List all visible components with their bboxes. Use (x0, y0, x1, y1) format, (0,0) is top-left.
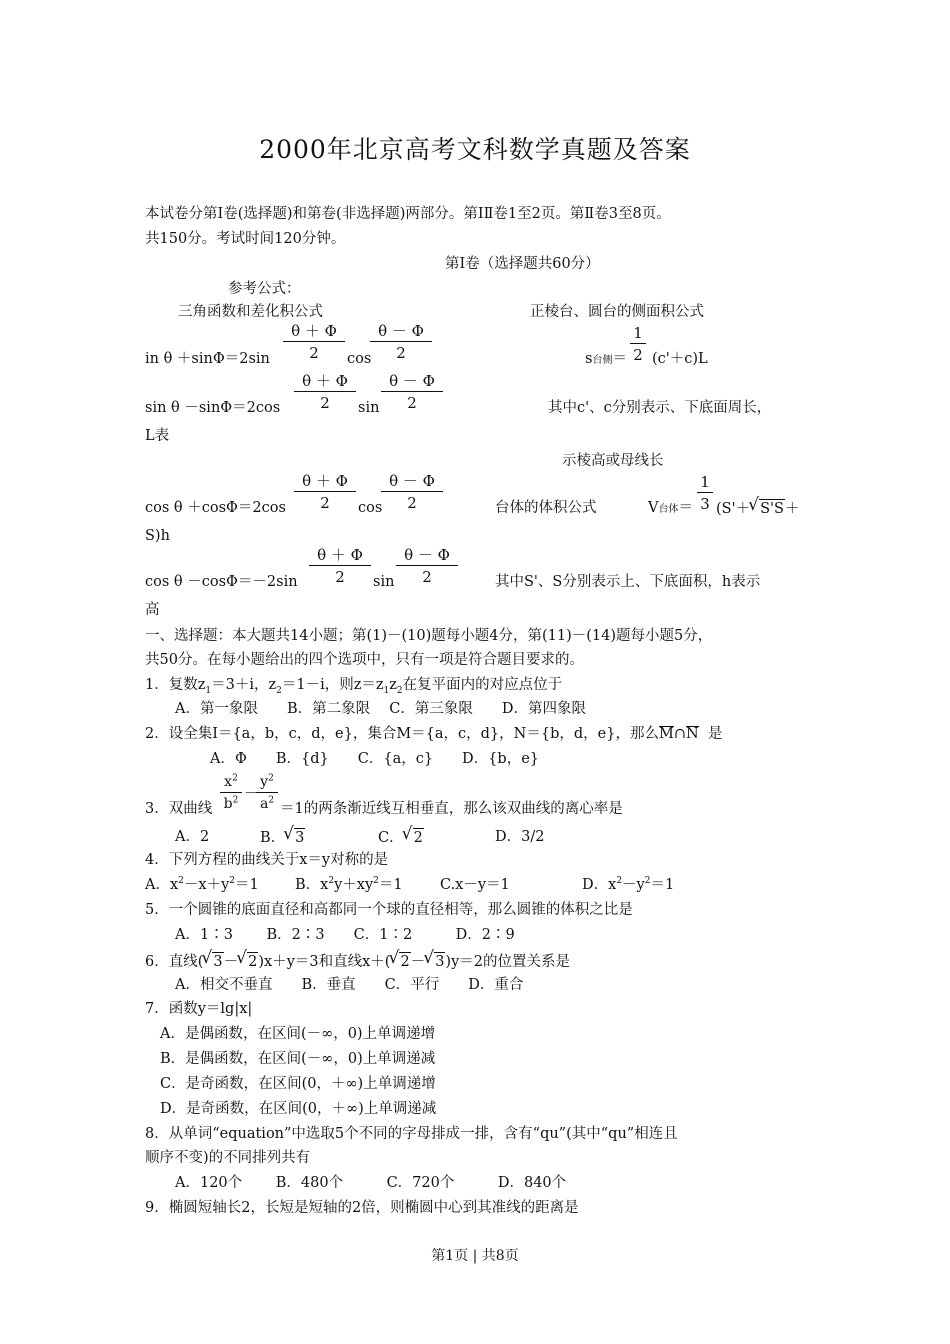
q1-sub: 2 (396, 685, 403, 696)
q4-option-a (145, 876, 259, 894)
lateral-note-cont: 示棱高或母线长 (562, 453, 664, 469)
fraction-denominator: 2 (396, 344, 406, 362)
sin-label: sin (358, 400, 380, 416)
fraction-denominator: 2 (320, 394, 330, 412)
q4-option-c: C.x－y＝1 (440, 877, 510, 893)
fraction-numerator: θ ＋ Φ (294, 372, 356, 392)
q4-text: A．x (145, 877, 179, 893)
q1-text: 1．复数z (145, 677, 206, 693)
exponent: 2 (268, 773, 274, 784)
fraction-numerator (220, 773, 242, 793)
fraction-sum-1 (283, 322, 345, 362)
page-title: 2000年北京高考文科数学真题及答案 (259, 135, 691, 164)
minus-sign: － (223, 954, 239, 970)
volume-wrap: S)h (145, 528, 170, 544)
section1-line-1: 一、选择题：本大题共14小题；第(1)－(10)题每小题4分，第(11)－(14)题每小题5分， (145, 628, 713, 644)
fraction-denominator: 3 (700, 495, 710, 513)
intro-line-1: 本试卷分第Ⅰ卷(选择题)和第卷(非选择题)两部分。第ⅠⅡ卷1至2页。第Ⅱ卷3至8页。 (145, 206, 671, 222)
trig-heading: 三角函数和差化积公式 (178, 304, 323, 320)
cos-label: cos (358, 500, 383, 516)
formula-heading: 参考公式： (228, 281, 301, 297)
fraction-third (697, 473, 713, 513)
q3-option-d: D．3/2 (495, 829, 545, 845)
q4-text: ＝1 (650, 877, 675, 893)
q2-tail: 是 (707, 726, 723, 742)
lateral-sub: 台侧 (592, 355, 613, 366)
lateral-note-wrap: L表 (145, 428, 170, 444)
question-9-stem: 9．椭圆短轴长2，长短是短轴的2倍，则椭圆中心到其准线的距离是 (145, 1200, 579, 1216)
volume-eq: ＝ (678, 500, 693, 516)
q7-option-c: C．是奇函数，在区间(0，＋∞)上单调递增 (160, 1076, 436, 1092)
fraction-diff-1 (370, 322, 432, 362)
intro-line-2: 共150分。考试时间120分钟。 (145, 231, 346, 247)
formula-diff-sin: sin θ －sinΦ＝2cos (145, 400, 281, 416)
sqrt-radicand: 2 (248, 954, 258, 970)
question-8-line-1: 8．从单词“equation”中选取5个不同的字母排成一排，含有“qu”(其中“qu”相连且 (145, 1126, 678, 1142)
q6-text: 6．直线( (145, 954, 204, 970)
frustum-heading: 正棱台、圆台的侧面积公式 (530, 304, 704, 320)
minus-sign: － (410, 954, 426, 970)
q1-sub: 1 (383, 685, 390, 696)
q1-sub: 1 (205, 685, 212, 696)
fraction-denominator: 2 (335, 568, 345, 586)
sqrt-symbol (425, 952, 445, 971)
lateral-note: 其中c'、c分别表示、下底面周长， (548, 400, 772, 416)
var-y: y (260, 774, 269, 790)
q1-text: z (389, 677, 397, 693)
fraction-denominator: 2 (320, 494, 330, 512)
fraction-numerator: θ － Φ (381, 472, 443, 492)
question-3-stem: ＝1的两条渐近线互相垂直，那么该双曲线的离心率是 (280, 801, 623, 817)
q3-option-c (378, 828, 424, 847)
fraction-sum-2 (294, 372, 356, 412)
question-4-stem: 4．下列方程的曲线关于x＝y对称的是 (145, 852, 389, 868)
page-footer: 第1页 | 共8页 (431, 1248, 519, 1264)
formula-sum-sin: in θ ＋sinΦ＝2sin (145, 351, 270, 367)
fraction-numerator: θ － Φ (370, 322, 432, 342)
q1-text: ＝3＋i，z (211, 677, 277, 693)
lateral-area-symbol (585, 350, 627, 370)
var-x: x (224, 774, 233, 790)
fraction-diff-2 (381, 372, 443, 412)
exponent: 2 (178, 876, 184, 887)
question-5-options: A．1∶3 B．2∶3 C．1∶2 D．2∶9 (175, 927, 515, 943)
question-1-options: A．第一象限 B．第二象限 C．第三象限 D．第四象限 (175, 701, 586, 717)
q1-text: ＝1－i，则z＝z (281, 677, 384, 693)
q7-option-a: A．是偶函数，在区间(－∞，0)上单调递增 (160, 1026, 436, 1042)
fraction-diff-3 (381, 472, 443, 512)
sqrt-symbol (404, 828, 424, 847)
formula-sum-cos: cos θ ＋cosΦ＝2cos (145, 500, 286, 516)
section1-line-2: 共50分。在每小题给出的四个选项中，只有一项是符合题目要求的。 (145, 652, 584, 668)
complement-n: N (685, 726, 699, 742)
question-6-options: A．相交不垂直 B．垂直 C．平行 D．重合 (175, 977, 524, 993)
sqrt-symbol (750, 499, 785, 518)
lateral-eq: ＝ (612, 351, 627, 367)
exponent: 2 (232, 773, 238, 784)
fraction-sum-4 (309, 546, 371, 586)
var-a: a (259, 796, 269, 812)
fraction-numerator: θ ＋ Φ (294, 472, 356, 492)
fraction-numerator: θ － Φ (381, 372, 443, 392)
question-8-options: A．120个 B．480个 C．720个 D．840个 (175, 1175, 567, 1191)
fraction-x2-b2 (220, 773, 242, 813)
fraction-numerator: θ ＋ Φ (309, 546, 371, 566)
volume-symbol (648, 499, 693, 519)
volume-note: 其中S'、S分别表示上、下底面积，h表示 (495, 574, 761, 590)
option-label: C． (378, 830, 404, 846)
part1-title: 第Ⅰ卷（选择题共60分） (445, 256, 600, 272)
q3-option-b (260, 828, 305, 847)
q4-text: D．x (582, 877, 617, 893)
fraction-numerator: 1 (697, 473, 713, 493)
q6-text: )x＋y＝3和直线x＋( (258, 954, 391, 970)
q3-option-a: A．2 (175, 829, 210, 845)
sqrt-radicand: S'S (760, 501, 784, 517)
fraction-sum-3 (294, 472, 356, 512)
cap-symbol: ∩ (673, 726, 686, 742)
lateral-tail: (c'＋c)L (652, 351, 708, 367)
question-2-stem (145, 725, 722, 743)
complement-m: M (658, 726, 674, 742)
question-5-stem: 5．一个圆锥的底面直径和高都同一个球的直径相等，那么圆锥的体积之比是 (145, 902, 633, 918)
exponent: 2 (616, 876, 623, 887)
question-2-options: A．Φ B．{d} C．{a，c} D．{b，e} (210, 751, 539, 767)
fraction-numerator: θ ＋ Φ (283, 322, 345, 342)
question-1-stem (145, 676, 562, 694)
q1-sub: 2 (276, 685, 282, 696)
option-label: B． (260, 830, 286, 846)
q4-text: ＝1 (235, 877, 259, 893)
q2-text: 2．设全集I＝{a，b，c，d，e}，集合M＝{a，c，d}，N＝{b，d，e}，那么 (145, 726, 659, 742)
volume-sub: 台体 (658, 504, 679, 515)
sqrt-symbol (390, 952, 410, 971)
exponent: 2 (328, 876, 335, 887)
exponent: 2 (229, 876, 235, 887)
question-7-stem: 7．函数y＝lg|x| (145, 1001, 253, 1017)
fraction-diff-4 (396, 546, 458, 586)
question-8-line-2: 顺序不变)的不同排列共有 (145, 1150, 311, 1166)
fraction-half (630, 324, 646, 364)
cos-label: cos (347, 351, 372, 367)
sqrt-symbol (285, 828, 305, 847)
fraction-denominator: 2 (309, 344, 319, 362)
fraction-denominator: 2 (407, 494, 417, 512)
sqrt-radicand: 2 (400, 954, 410, 970)
exponent: 2 (268, 795, 275, 806)
sqrt-radicand: 3 (435, 954, 445, 970)
volume-tail-b: ＋ (784, 501, 800, 517)
fraction-denominator: 2 (422, 568, 432, 586)
q1-text: 在复平面内的对应点位于 (402, 677, 563, 693)
exponent: 2 (232, 795, 239, 806)
var-b: b (223, 796, 233, 812)
volume-note-wrap: 高 (145, 602, 160, 618)
sin-label: sin (373, 574, 395, 590)
fraction-denominator (256, 793, 278, 813)
q7-option-b: B．是偶函数，在区间(－∞，0)上单调递减 (160, 1051, 436, 1067)
question-6-stem (145, 952, 570, 971)
sqrt-radicand: 2 (413, 830, 423, 846)
q4-text: －x＋y (183, 877, 230, 893)
volume-v: V (648, 500, 659, 516)
fraction-y2-a2 (256, 773, 278, 813)
fraction-denominator: 2 (633, 346, 643, 364)
q4-text: y＋xy (334, 877, 374, 893)
sqrt-symbol (238, 952, 258, 971)
fraction-denominator (220, 793, 242, 813)
q4-text: ＝1 (378, 877, 403, 893)
volume-heading: 台体的体积公式 (495, 500, 597, 516)
volume-tail-a: (S'＋ (716, 501, 751, 517)
exponent: 2 (373, 876, 379, 887)
formula-diff-cos: cos θ －cosΦ＝－2sin (145, 574, 298, 590)
sqrt-radicand: 3 (295, 830, 305, 846)
q4-text: B．x (295, 877, 329, 893)
fraction-denominator: 2 (407, 394, 417, 412)
sqrt-radicand: 3 (213, 954, 223, 970)
q4-text: －y (622, 877, 645, 893)
fraction-numerator (256, 773, 278, 793)
q4-option-b (295, 876, 403, 894)
sqrt-symbol (203, 952, 223, 971)
q7-option-d: D．是奇函数，在区间(0，＋∞)上单调递减 (160, 1101, 437, 1117)
fraction-numerator: 1 (630, 324, 646, 344)
question-3-lead: 3．双曲线 (145, 801, 213, 817)
minus-sign: － (244, 786, 259, 802)
exponent: 2 (644, 876, 651, 887)
fraction-numerator: θ － Φ (396, 546, 458, 566)
q6-text: )y＝2的位置关系是 (445, 954, 570, 970)
volume-tail (716, 499, 799, 518)
lateral-s: s (585, 351, 593, 367)
q4-option-d (582, 876, 674, 894)
